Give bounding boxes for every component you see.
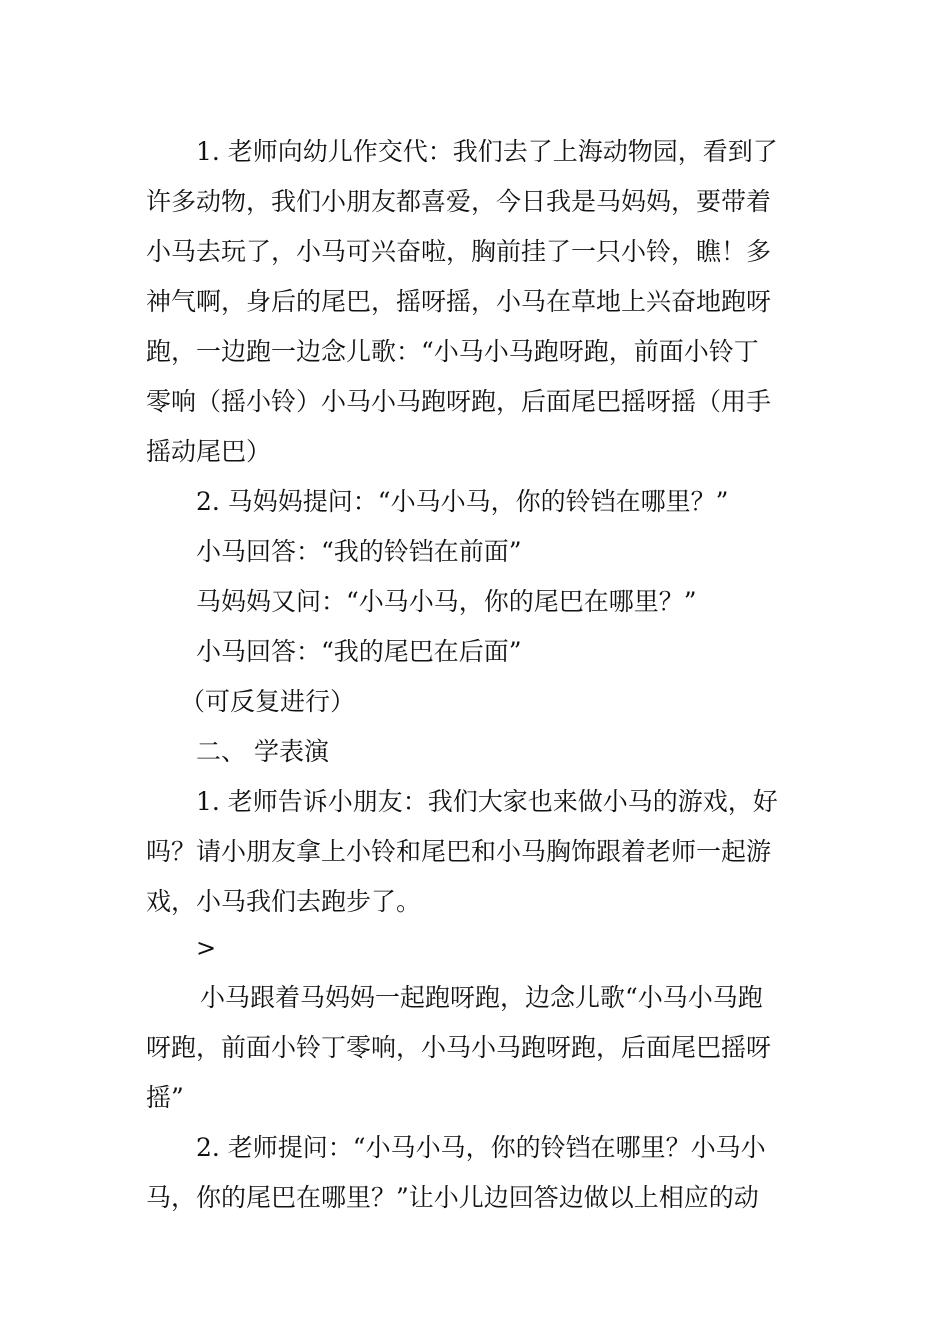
text-line: 摇动尾巴） xyxy=(146,437,272,466)
text-line: 零响（摇小铃）小马小马跑呀跑，后面尾巴摇呀摇（用手 xyxy=(146,387,772,416)
text-line: 许多动物，我们小朋友都喜爱，今日我是马妈妈，要带着 xyxy=(146,187,772,216)
text-line: 2. 马妈妈提问：“小马小马，你的铃铛在哪里？” xyxy=(196,487,729,516)
text-line: 戏，小马我们去跑步了。 xyxy=(146,887,422,916)
section-heading: 二、 学表演 xyxy=(196,737,329,766)
text-line: 2. 老师提问：“小马小马，你的铃铛在哪里？小马小 xyxy=(196,1133,766,1162)
text-line: 1. 老师向幼儿作交代：我们去了上海动物园，看到了 xyxy=(196,137,778,166)
text-line: 小马回答：“我的铃铛在前面” xyxy=(196,537,522,566)
text-line: （可反复进行） xyxy=(180,687,356,716)
text-line: 马，你的尾巴在哪里？”让小儿边回答边做以上相应的动 xyxy=(146,1183,759,1212)
text-line: 小马去玩了，小马可兴奋啦，胸前挂了一只小铃，瞧！多 xyxy=(146,237,772,266)
text-line: 呀跑，前面小铃丁零响，小马小马跑呀跑，后面尾巴摇呀 xyxy=(146,1033,772,1062)
text-line: 吗？请小朋友拿上小铃和尾巴和小马胸饰跟着老师一起游 xyxy=(146,837,772,866)
arrow-marker: > xyxy=(196,934,217,962)
text-line: 跑，一边跑一边念儿歌：“小马小马跑呀跑，前面小铃丁 xyxy=(146,337,759,366)
text-line: 马妈妈又问：“小马小马，你的尾巴在哪里？” xyxy=(196,587,697,616)
text-line: 小马跟着马妈妈一起跑呀跑，边念儿歌“小马小马跑 xyxy=(200,983,763,1012)
text-line: 神气啊，身后的尾巴，摇呀摇，小马在草地上兴奋地跑呀 xyxy=(146,287,772,316)
text-line: 1. 老师告诉小朋友：我们大家也来做小马的游戏，好 xyxy=(196,787,778,816)
text-line: 摇” xyxy=(146,1083,184,1112)
text-line: 小马回答：“我的尾巴在后面” xyxy=(196,637,522,666)
